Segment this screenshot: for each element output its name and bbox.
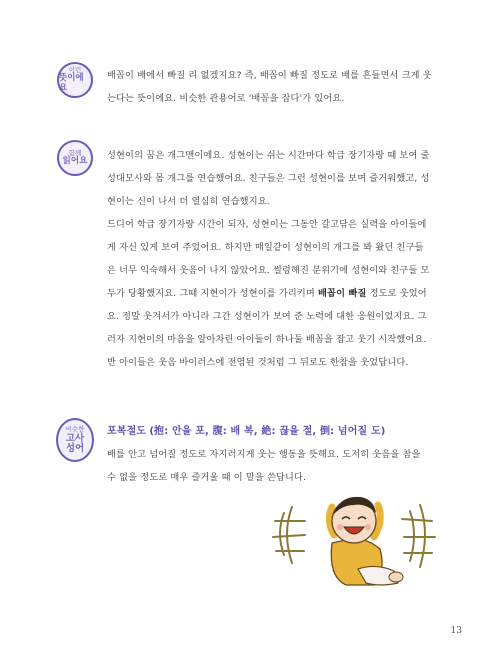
meaning-badge-small: 이런 [68,66,82,75]
story-paragraph-2 [107,213,432,374]
story-p2-a: 드디어 학급 장기자랑 시간이 되자, 성현이는 그동안 갈고닦은 실력을 아이들에게 자신 있게 보여 주었어요. 하지만 매일같이 성현이의 개그를 봐 왔던 친구들은 너무 익숙해서 웃음이 나지 않았어요. 썰렁해진 분위기에 성현이와 친구들 모두가 당황했지요. 그때 지현이가 성현이를 가리키며 [107,219,430,299]
shake-lines-left-icon [273,507,305,563]
meaning-badge-big: 뜻이에요 [59,73,84,93]
meaning-text [107,64,432,110]
idiom-title: 포복절도 [107,426,147,437]
story-idiom-highlight: 배꼽이 빠질 [318,288,367,299]
idiom-badge-big2: 성어 [65,442,85,454]
idiom-badge [56,418,94,462]
laughing-child-illustration [270,485,440,595]
idiom-hanja: (抱: 안을 포, 腹: 배 복, 絶: 끊을 절, 倒: 넘어질 도) [149,426,386,437]
read-badge-small: 함께 [68,148,82,157]
read-badge [57,140,93,176]
idiom-badge-big1: 고사 [65,432,85,444]
shake-lines-right-icon [402,505,435,567]
story-p2-b: 정도로 웃었어요. 정말 웃겨서가 아니라 그간 성현이가 보여 준 노력에 대한 응원이었지요. 그러자 지현이의 마음을 알아차린 아이들이 하나둘 배꼽을 잡고 웃기 시작했어요. 반 아이들은 웃음 바이러스에 전염된 것처럼 그 뒤로도 한참을 웃었답니다. [107,288,427,368]
meaning-badge [57,62,93,98]
read-badge-big: 읽어요 [62,155,88,166]
page-number: 13 [450,626,462,636]
story-text [107,144,432,374]
meaning-paragraph: 배꼽이 배에서 빠질 리 없겠지요? 즉, 배꼽이 빠질 정도로 배를 흔들면서 크게 웃는다는 뜻이에요. 비슷한 관용어로 '배꼽을 잡다'가 있어요. [107,70,432,104]
idiom-text [107,420,432,489]
idiom-heading [107,420,432,443]
idiom-description: 배를 안고 넘어질 정도로 자지러지게 웃는 행동을 뜻해요. 도저히 웃음을 참을 수 없을 정도로 매우 즐거울 때 이 말을 쓴답니다. [107,449,421,483]
story-paragraph-1: 성현이의 꿈은 개그맨이에요. 성현이는 쉬는 시간마다 학급 장기자랑 때 보여 줄 성대모사와 몸 개그를 연습했어요. 친구들은 그런 성현이를 보며 즐거워했고, 성현이는 신이 나서 더 열심히 연습했지요. [107,150,430,207]
idiom-badge-small: 비슷한 [65,425,85,434]
